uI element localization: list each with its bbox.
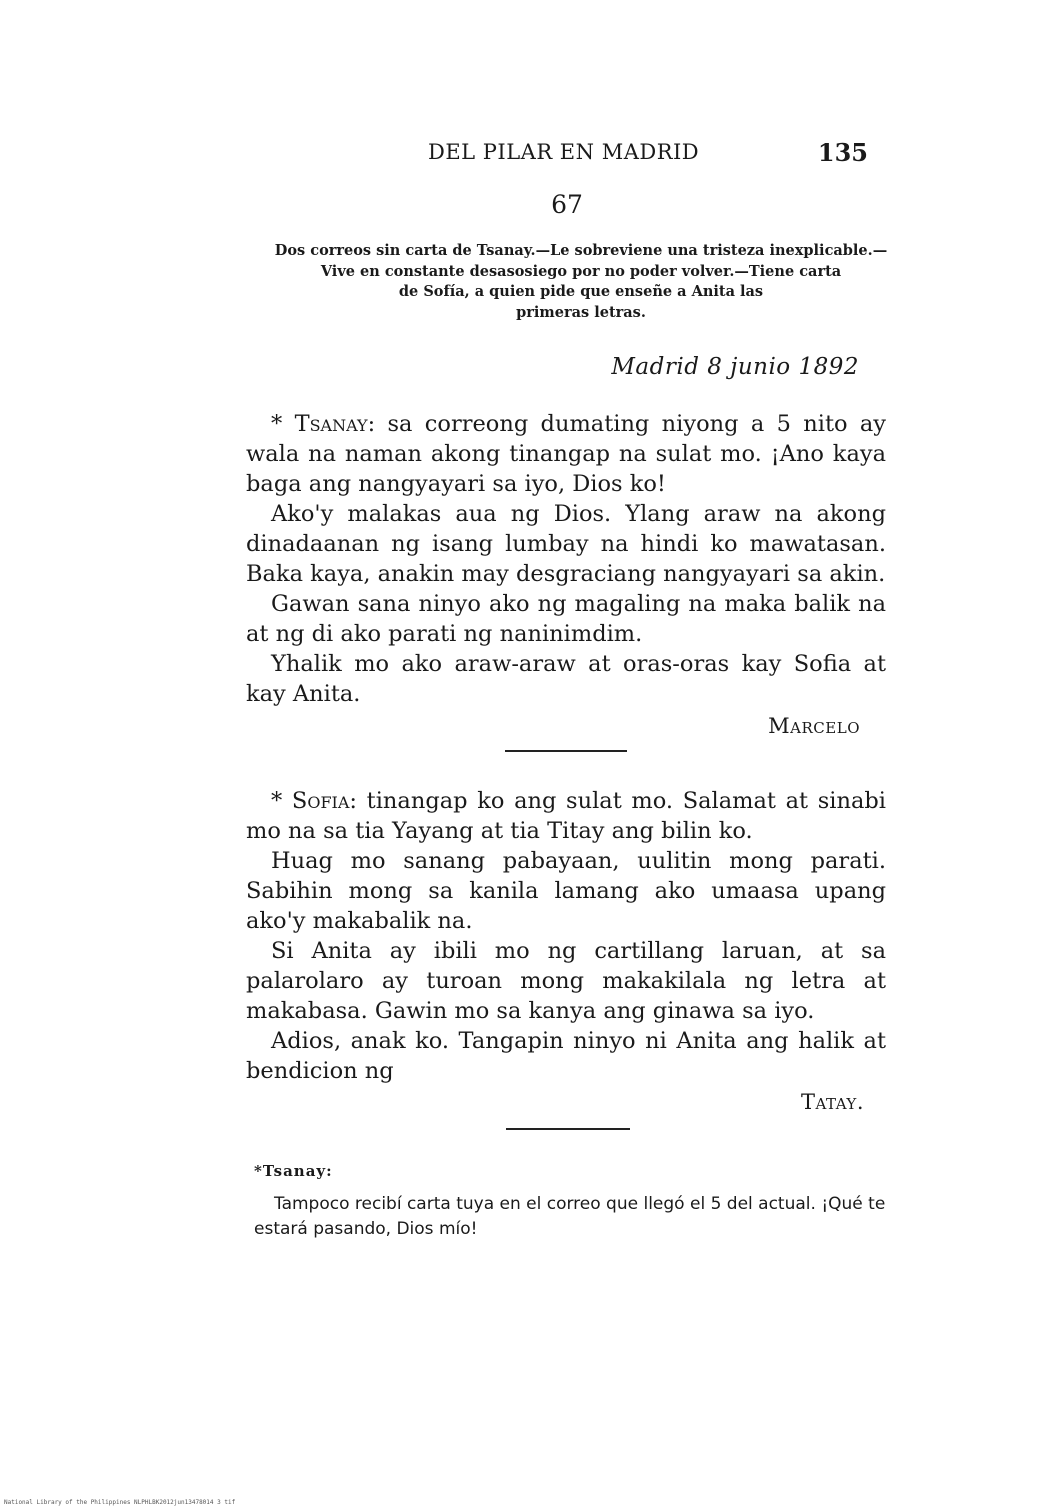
letter-number: 67 xyxy=(551,190,583,219)
paragraph: * Sofia: tinangap ko ang sulat mo. Salamat at sinabi mo na sa tia Yayang at tia Titay ang bilin ko. xyxy=(246,788,886,844)
signature-marcelo: Marcelo xyxy=(768,714,860,738)
letter-to-tsanay xyxy=(246,409,886,709)
paragraph: Yhalik mo ako araw-araw at oras-oras kay Sofia at kay Anita. xyxy=(246,651,886,707)
signature-tatay: Tatay. xyxy=(800,1090,864,1114)
footnote-label: *Tsanay: xyxy=(254,1162,333,1180)
paragraph: Si Anita ay ibili mo ng cartillang laruan, at sa palarolaro ay turoan mong makakilala ng letra at makabasa. Gawin mo sa kanya ang ginawa sa iyo. xyxy=(246,938,886,1024)
paragraph: * Tsanay: sa correong dumating niyong a 5 nito ay wala na naman akong tinangap na sulat mo. ¡Ano kaya baga ang nangyayari sa iyo, Dios ko! xyxy=(246,411,886,497)
section-divider xyxy=(506,1128,630,1130)
addressee: * Sofia: xyxy=(271,788,358,814)
paragraph: Gawan sana ninyo ako ng magaling na maka balik na at ng di ako parati ng naninimdim. xyxy=(246,591,886,647)
paragraph: Huag mo sanang pabayaan, uulitin mong parati. Sabihin mong sa kanila lamang ako umaasa upang ako'y makabalik na. xyxy=(246,848,886,934)
summary-line: primeras letras. xyxy=(516,303,646,321)
paragraph: Ako'y malakas aua ng Dios. Ylang araw na akong dinadaanan ng isang lumbay na hindi ko mawatasan. Baka kaya, anakin may desgraciang nangyayari sa akin. xyxy=(246,501,886,587)
section-divider xyxy=(505,750,627,752)
summary-line: Dos correos sin carta de Tsanay.—Le sobreviene una tristeza inexplicable.— xyxy=(274,242,888,259)
paragraph: Adios, anak ko. Tangapin ninyo ni Anita ang halik at bendicion ng xyxy=(246,1028,886,1084)
summary-line: de Sofía, a quien pide que enseñe a Anita las xyxy=(398,283,764,300)
addressee: * Tsanay: xyxy=(271,411,376,437)
scan-footer: National Library of the Philippines NLPHLBK2012jun13478014 3 tif xyxy=(4,1499,236,1506)
letter-summary xyxy=(236,241,926,323)
page-number: 135 xyxy=(817,138,868,167)
letter-to-sofia xyxy=(246,786,886,1086)
dateline: Madrid 8 junio 1892 xyxy=(611,354,859,380)
page-header xyxy=(428,140,868,172)
footnote-text: Tampoco recibí carta tuya en el correo que llegó el 5 del actual. ¡Qué te estará pasando, Dios mío! xyxy=(254,1194,886,1239)
running-head: DEL PILAR EN MADRID xyxy=(428,140,700,164)
summary-line: Vive en constante desasosiego por no poder volver.—Tiene carta xyxy=(320,262,842,280)
